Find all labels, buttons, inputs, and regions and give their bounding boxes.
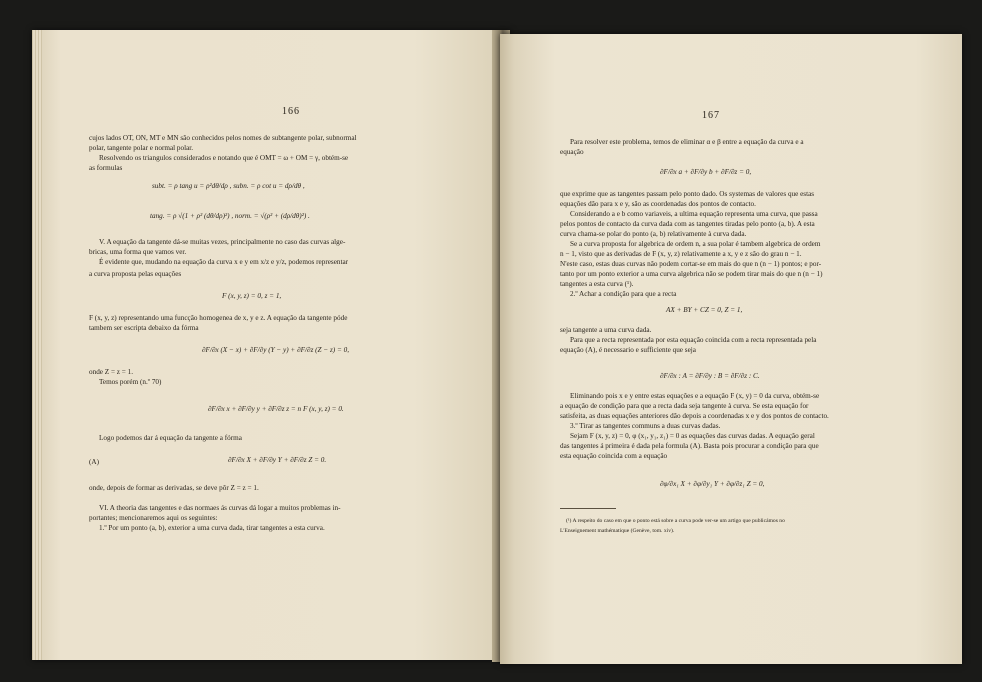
footnote-line: L'Enseignement mathématique (Genève, tom. xiv). <box>560 528 675 534</box>
text-line: F (x, y, z) representando uma funcção homogenea de x, y e z. A equação da tangente póde <box>89 314 348 322</box>
left-page <box>32 30 510 660</box>
text-line: Temos porém (n.º 70) <box>99 378 162 386</box>
text-line: onde Z = z = 1. <box>89 368 134 376</box>
text-line: Sejam F (x, y, z) = 0, φ (x₁, y₁, z₁) = 0 as equações das curvas dadas. A equação geral <box>570 432 815 440</box>
text-line: VI. A theoria das tangentes e das normaes ás curvas dá logar a muitos problemas in- <box>99 504 341 512</box>
text-line: pelos pontos de contacto da curva dada com as tangentes tiradas pelo ponto (a, b). A esta <box>560 220 815 228</box>
text-line: tangentes a esta curva (¹). <box>560 280 634 288</box>
equation: tang. = ρ √(1 + ρ² (dθ/dρ)²) , norm. = √(ρ² + (dρ/dθ)²) . <box>150 212 310 220</box>
text-line: seja tangente a uma curva dada. <box>560 326 652 334</box>
text-line: V. A equação da tangente dá-se muitas vezes, principalmente no caso das curvas alge- <box>99 238 346 246</box>
text-line: 3.º Tirar as tangentes communs a duas curvas dadas. <box>570 422 721 430</box>
text-line: esta equação coincida com a equação <box>560 452 668 460</box>
equation: ∂F/∂x X + ∂F/∂y Y + ∂F/∂z Z = 0. <box>228 456 327 464</box>
text-line: das tangentes á primeira é dada pela formula (A). Basta pois procurar a condição para que <box>560 442 819 450</box>
text-line: satisfeita, as duas equações anteriores dão depois a coordenadas x e y dos pontos de contacto. <box>560 412 829 420</box>
text-line: cujos lados OT, ON, MT e MN são conhecidos pelos nomes de subtangente polar, subnormal <box>89 134 357 142</box>
text-line: 1.º Por um ponto (a, b), exterior a uma curva dada, tirar tangentes a esta curva. <box>99 524 325 532</box>
text-line: Resolvendo os triangulos considerados e notando que é OMT = ω + OM = γ, obtém-se <box>99 154 349 162</box>
text-line: tanto por um ponto exterior a uma curva algebrica não se podem tirar mais do que n (n − 1) <box>560 270 823 278</box>
equation: ∂F/∂x : A = ∂F/∂y : B = ∂F/∂z : C. <box>660 372 760 380</box>
text-line: tambem ser escripta debaixo da fórma <box>89 324 199 332</box>
text-line: Eliminando pois x e y entre estas equações e a equação F (x, y) = 0 da curva, obtém-se <box>570 392 820 400</box>
equation: AX + BY + CZ = 0, Z = 1, <box>666 306 743 314</box>
open-book <box>22 30 962 665</box>
text-line: que exprime que as tangentes passam pelo ponto dado. Os systemas de valores que estas <box>560 190 815 198</box>
text-line: a equação de condição para que a recta dada seja tangente à curva. Se esta equação for <box>560 402 809 410</box>
page-edges <box>32 30 42 660</box>
text-line: Para que a recta representada por esta equação coincida com a recta representada pela <box>570 336 817 344</box>
footnote-line: (¹) A respeito do caso em que o ponto está sobre a curva pode ver-se um artigo que publicámos no <box>566 518 785 524</box>
text-line: 2.º Achar a condição para que a recta <box>570 290 677 298</box>
equation: ∂F/∂x x + ∂F/∂y y + ∂F/∂z z = n F (x, y, z) = 0. <box>208 405 344 413</box>
text-line: N'este caso, estas duas curvas não podem cortar-se em mais do que n (n − 1) pontos; e por- <box>560 260 822 268</box>
text-line: equações dão para x e y, são as coordenadas dos pontos de contacto. <box>560 200 756 208</box>
text-line: Logo podemos dar á equação da tangente a fórma <box>99 434 242 442</box>
text-line: n − 1, visto que as derivadas de F (x, y, z) relativamente a x, y e z são do grau n − 1. <box>560 250 802 258</box>
text-line: as formulas <box>89 164 123 172</box>
equation: F (x, y, z) = 0, z = 1, <box>222 292 282 300</box>
text-line: curva chama-se polar do ponto (a, b) relativamente à curva dada. <box>560 230 747 238</box>
equation: ∂F/∂x (X − x) + ∂F/∂y (Y − y) + ∂F/∂z (Z − z) = 0, <box>202 346 350 354</box>
text-line: equação <box>560 148 584 156</box>
page-number-right: 167 <box>702 110 720 121</box>
text-line: polar, tangente polar e normal polar. <box>89 144 194 152</box>
equation: subt. = ρ tang u = ρ²dθ/dρ , subn. = ρ cot u = dρ/dθ , <box>152 182 305 190</box>
page-number-left: 166 <box>282 106 300 117</box>
text-line: bricas, uma forma que vamos ver. <box>89 248 187 256</box>
text-line: portantes; mencionaremos aqui os seguintes: <box>89 514 218 522</box>
text-line: (A) <box>89 458 99 466</box>
footnote-rule <box>560 508 616 509</box>
text-line: É evidente que, mudando na equação da curva x e y em x/z e y/z, podemos representar <box>99 258 349 266</box>
text-line: equação (A), é necessario e sufficiente que seja <box>560 346 696 354</box>
text-line: Considerando a e b como variaveis, a ultima equação representa uma curva, que passa <box>570 210 818 218</box>
equation: ∂φ/∂x₁ X + ∂φ/∂y₁ Y + ∂φ/∂z₁ Z = 0, <box>660 480 765 488</box>
text-line: Se a curva proposta for algebrica de ordem n, a sua polar é tambem algebrica de ordem <box>570 240 821 248</box>
text-line: a curva proposta pelas equações <box>89 270 182 278</box>
text-line: onde, depois de formar as derivadas, se deve pôr Z = z = 1. <box>89 484 259 492</box>
equation: ∂F/∂x a + ∂F/∂y b + ∂F/∂z = 0, <box>660 168 752 176</box>
text-line: Para resolver este problema, temos de eliminar α e β entre a equação da curva e a <box>570 138 804 146</box>
right-page <box>500 34 962 664</box>
